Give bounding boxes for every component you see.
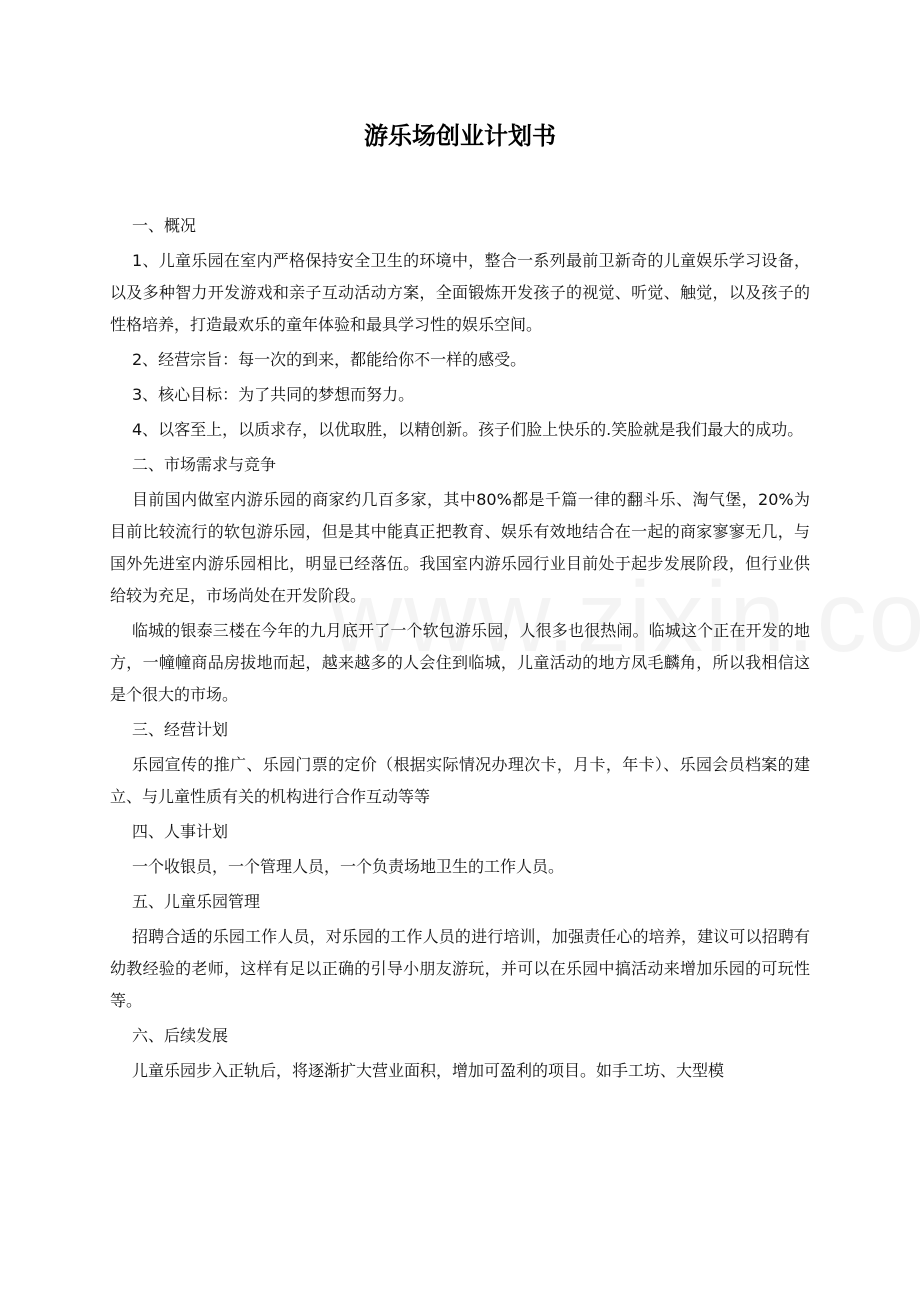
- section-heading-operation: 三、经营计划: [132, 720, 229, 739]
- section-heading-management: 五、儿童乐园管理: [132, 892, 261, 911]
- section-heading-market: 二、市场需求与竞争: [132, 455, 277, 474]
- document-body: [110, 210, 810, 1087]
- paragraph-market-2: 临城的银泰三楼在今年的九月底开了一个软包游乐园，人很多也很热闹。临城这个正在开发的地方，一幢幢商品房拔地而起，越来越多的人会住到临城，儿童活动的地方凤毛麟角，所以我相信这是个很大的市场。: [110, 621, 810, 704]
- paragraph-overview-2: 2、经营宗旨：每一次的到来，都能给你不一样的感受。: [132, 350, 527, 369]
- paragraph-future-1: 儿童乐园步入正轨后，将逐渐扩大营业面积，增加可盈利的项目。如手工坊、大型模: [132, 1061, 725, 1080]
- paragraph-operation-1: 乐园宣传的推广、乐园门票的定价（根据实际情况办理次卡，月卡，年卡）、乐园会员档案的建立、与儿童性质有关的机构进行合作互动等等: [110, 755, 810, 806]
- section-heading-future: 六、后续发展: [132, 1026, 229, 1045]
- section-heading-staff: 四、人事计划: [132, 822, 229, 841]
- page-title: 游乐场创业计划书: [364, 122, 556, 150]
- paragraph-overview-3: 3、核心目标：为了共同的梦想而努力。: [132, 385, 415, 404]
- paragraph-staff-1: 一个收银员，一个管理人员，一个负责场地卫生的工作人员。: [132, 857, 565, 876]
- paragraph-overview-4: 4、以客至上，以质求存，以优取胜，以精创新。孩子们脸上快乐的.笑脸就是我们最大的成功。: [132, 420, 804, 439]
- paragraph-overview-1: 1、儿童乐园在室内严格保持安全卫生的环境中，整合一系列最前卫新奇的儿童娱乐学习设备，以及多种智力开发游戏和亲子互动活动方案，全面锻炼开发孩子的视觉、听觉、触觉，以及孩子的性格培养，打造最欢乐的童年体验和最具学习性的娱乐空间。: [110, 251, 810, 334]
- section-heading-overview: 一、概况: [132, 216, 197, 235]
- paragraph-market-1: 目前国内做室内游乐园的商家约几百多家，其中80%都是千篇一律的翻斗乐、淘气堡，20%为目前比较流行的软包游乐园，但是其中能真正把教育、娱乐有效地结合在一起的商家寥寥无几，与国外先进室内游乐园相比，明显已经落伍。我国室内游乐园行业目前处于起步发展阶段，但行业供给较为充足，市场尚处在开发阶段。: [110, 490, 810, 605]
- paragraph-management-1: 招聘合适的乐园工作人员，对乐园的工作人员的进行培训，加强责任心的培养，建议可以招聘有幼教经验的老师，这样有足以正确的引导小朋友游玩，并可以在乐园中搞活动来增加乐园的可玩性等。: [110, 927, 810, 1010]
